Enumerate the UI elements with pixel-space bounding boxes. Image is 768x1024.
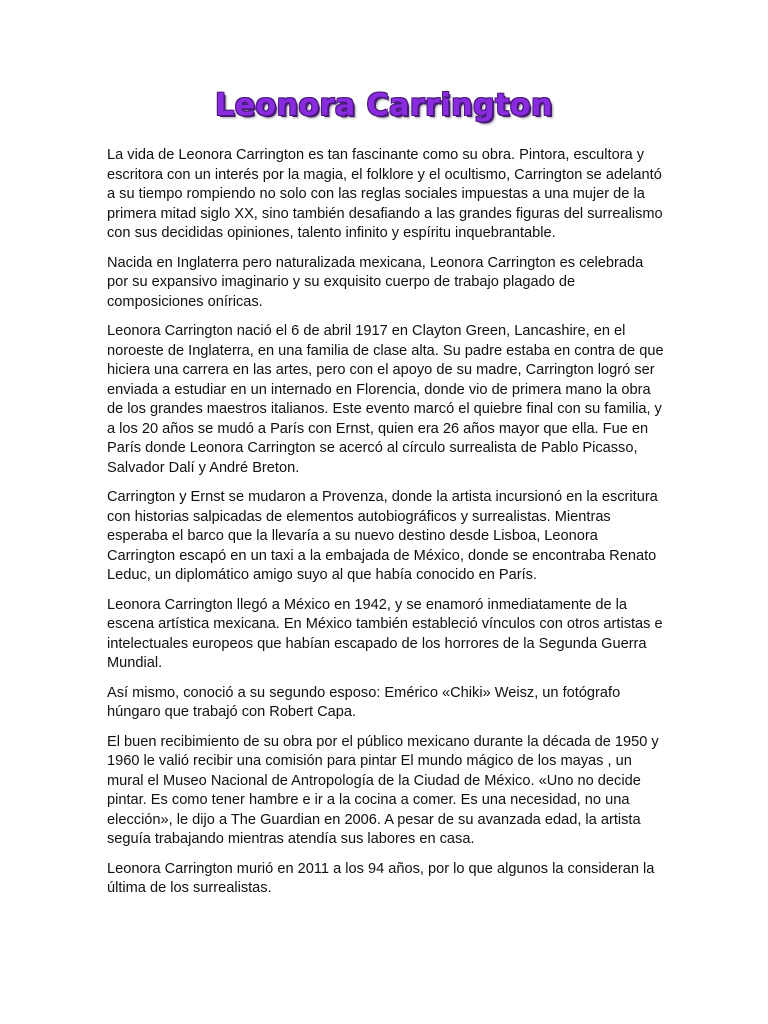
paragraph-4: Carrington y Ernst se mudaron a Provenza, donde la artista incursionó en la escritura con historias salpicadas de elementos autobiográficos y surrealistas. Mientras esperaba el barco que la llevaría a su nuevo destino desde Lisboa, Leonora Carrington escapó en un taxi a la embajada de México, donde se encontraba Renato Leduc, un diplomático amigo suyo al que había conocido en París. <box>107 489 658 583</box>
paragraph-6: Así mismo, conoció a su segundo esposo: Emérico «Chiki» Weisz, un fotógrafo húngaro que trabajó con Robert Capa. <box>107 684 621 720</box>
paragraph-3: Leonora Carrington nació el 6 de abril 1917 en Clayton Green, Lancashire, en el noroeste de Inglaterra, en una familia de clase alta. Su padre estaba en contra de que hiciera una carrera en las artes, pero con el apoyo de su madre, Carrington logró ser enviada a estudiar en un internado en Florencia, donde vio de primera mano la obra de los grandes maestros italianos. Este evento marcó el quiebre final con su familia, y a los 20 años se mudó a París con Ernst, quien era 26 años mayor que ella. Fue en París donde Leonora Carrington se acercó al círculo surrealista de Pablo Picasso, Salvador Dalí y André Breton. <box>107 323 664 476</box>
document-body <box>107 146 667 909</box>
paragraph-2: Nacida en Inglaterra pero naturalizada mexicana, Leonora Carrington es celebrada por su expansivo imaginario y su exquisito cuerpo de trabajo plagado de composiciones oníricas. <box>107 254 644 310</box>
paragraph-8: Leonora Carrington murió en 2011 a los 94 años, por lo que algunos la consideran la última de los surrealistas. <box>107 860 655 896</box>
paragraph-1: La vida de Leonora Carrington es tan fascinante como su obra. Pintora, escultora y escritora con un interés por la magia, el folklore y el ocultismo, Carrington se adelantó a su tiempo rompiendo no solo con las reglas sociales impuestas a una mujer de la primera mitad siglo XX, sino también desafiando a las grandes figuras del surrealismo con sus decididas opiniones, talento infinito y espíritu inquebrantable. <box>107 147 663 241</box>
paragraph-5: Leonora Carrington llegó a México en 1942, y se enamoró inmediatamente de la escena artística mexicana. En México también estableció vínculos con otros artistas e intelectuales europeos que habían escapado de los horrores de la Segunda Guerra Mundial. <box>107 596 663 671</box>
page-title: Leonora Carrington <box>215 88 553 123</box>
paragraph-7: El buen recibimiento de su obra por el público mexicano durante la década de 1950 y 1960 le valió recibir una comisión para pintar El mundo mágico de los mayas , un mural el Museo Nacional de Antropología de la Ciudad de México. «Uno no decide pintar. Es como tener hambre e ir a la cocina a comer. Es una necesidad, no una elección», le dijo a The Guardian en 2006. A pesar de su avanzada edad, la artista seguía trabajando mientras atendía sus labores en casa. <box>107 733 659 847</box>
